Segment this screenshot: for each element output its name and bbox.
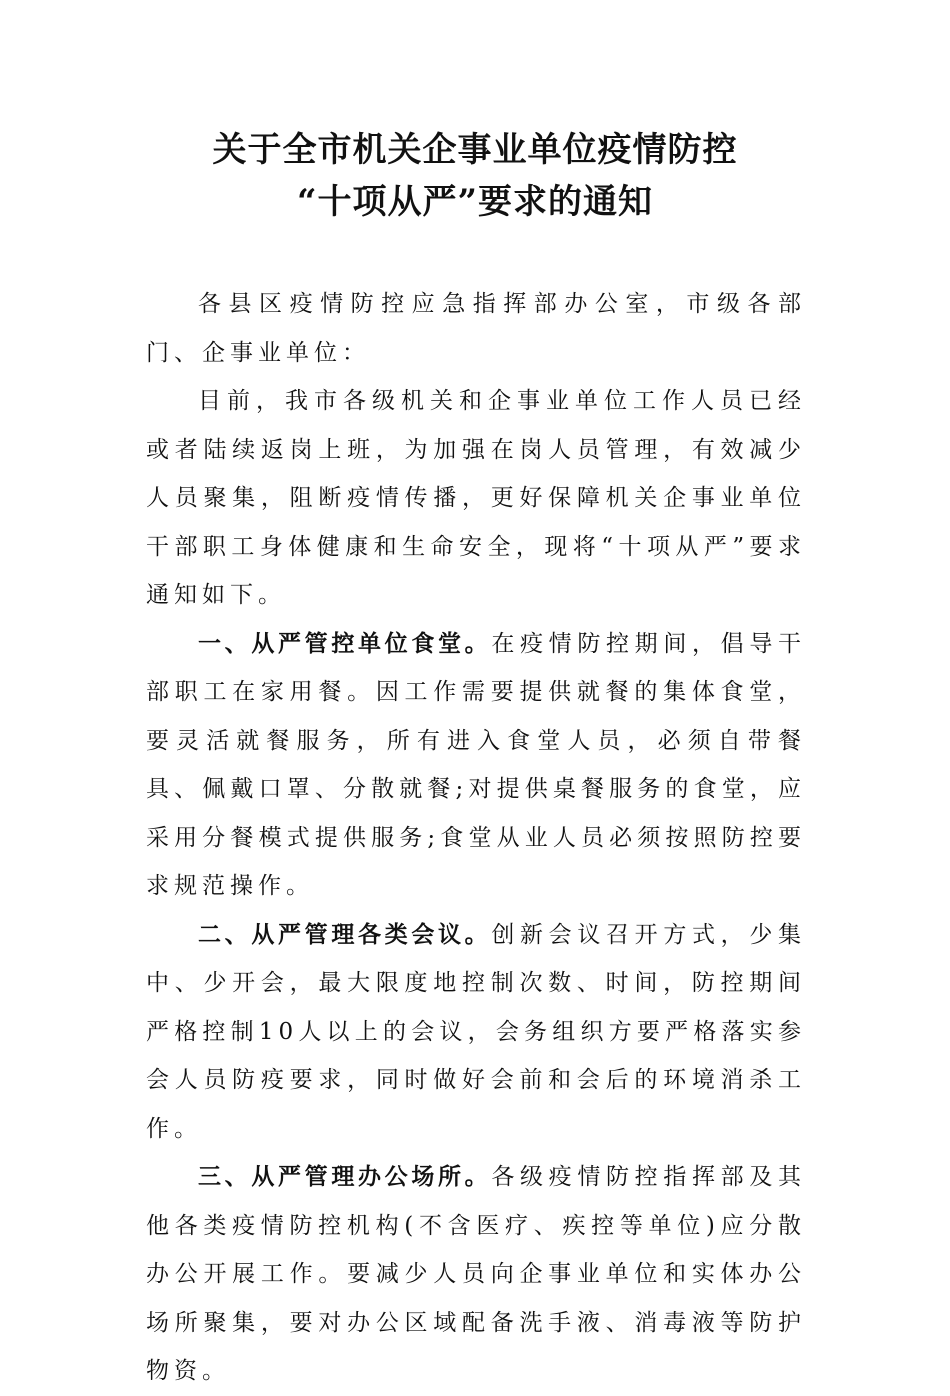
item-paragraph-1	[146, 620, 806, 911]
item-paragraph-2	[146, 911, 806, 1154]
title-line-1: 关于全市机关企事业单位疫情防控	[212, 130, 738, 170]
intro-paragraph: 目前，我市各级机关和企事业单位工作人员已经或者陆续返岗上班，为加强在岗人员管理，有效减少人员聚集，阻断疫情传播，更好保障机关企事业单位干部职工身体健康和生命安全，现将“十项从严”要求通知如下。	[146, 388, 806, 608]
document-body	[146, 280, 806, 1396]
addressee-paragraph: 各县区疫情防控应急指挥部办公室，市级各部门、企事业单位：	[146, 291, 806, 366]
item-heading-2: 二、从严管理各类会议。	[198, 921, 492, 948]
item-text-3: 各级疫情防控指挥部及其他各类疫情防控机构(不含医疗、疾控等单位)应分散办公开展工作。要减少人员向企事业单位和实体办公场所聚集，要对办公区域配备洗手液、消毒液等防护物资。	[146, 1164, 807, 1384]
item-heading-3: 三、从严管理办公场所。	[198, 1164, 492, 1190]
item-heading-1: 一、从严管控单位食堂。	[198, 630, 492, 657]
title-line-2: “十项从严”要求的通知	[296, 182, 654, 222]
document-title	[0, 124, 950, 228]
item-text-2: 创新会议召开方式，少集中、少开会，最大限度地控制次数、时间，防控期间严格控制10人以上的会议，会务组织方要严格落实参会人员防疫要求，同时做好会前和会后的环境消杀工作。	[146, 921, 807, 1142]
item-text-1: 在疫情防控期间，倡导干部职工在家用餐。因工作需要提供就餐的集体食堂，要灵活就餐服务，所有进入食堂人员，必须自带餐具、佩戴口罩、分散就餐;对提供桌餐服务的食堂，应采用分餐模式提供服务;食堂从业人员必须按照防控要求规范操作。	[146, 630, 807, 899]
item-paragraph-3	[146, 1153, 806, 1396]
